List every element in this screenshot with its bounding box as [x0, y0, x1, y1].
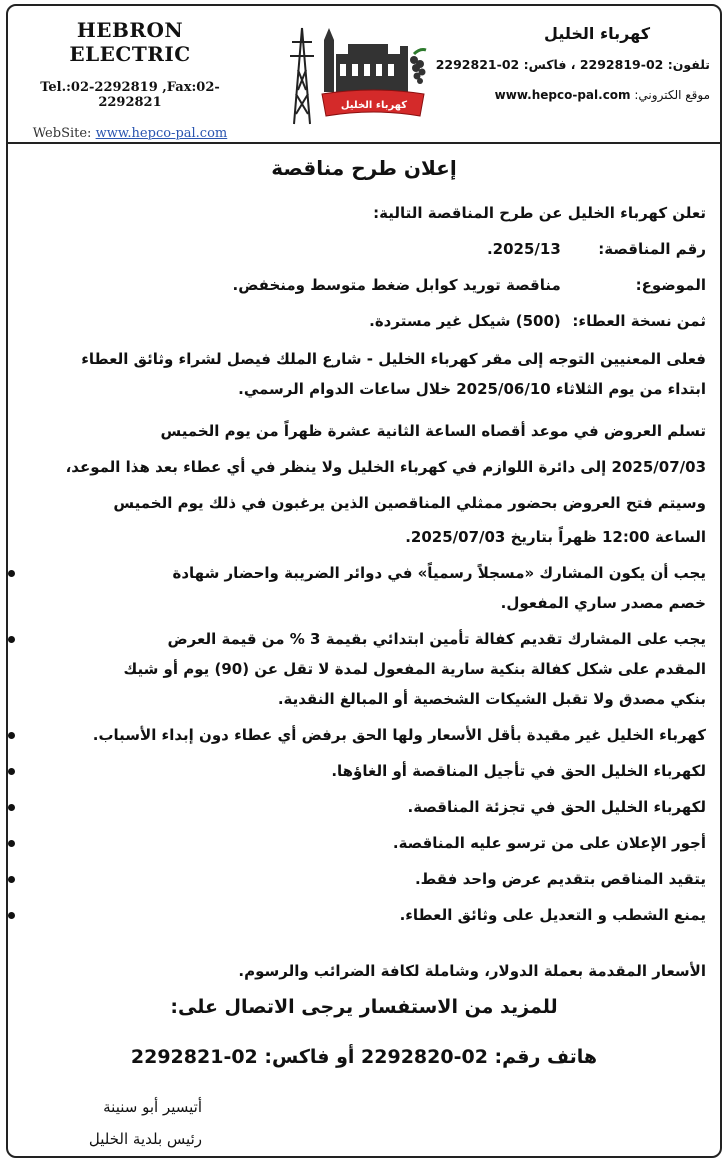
submission-paragraph-line-1: تسلم العروض في موعد أقصاه الساعة الثانية عشرة ظهراً من يوم الخميس [160, 422, 706, 440]
price-row [16, 306, 706, 336]
bullet-dot [8, 876, 15, 883]
tender-number-value: 2025/13. [486, 240, 561, 258]
condition-line: بنكي مصدق ولا تقبل الشيكات الشخصية أو المبالغ النقدية. [277, 690, 706, 708]
condition-line: أجور الإعلان على من ترسو عليه المناقصة. [392, 834, 706, 852]
condition-item [6, 720, 706, 750]
contact-phone-fax: هاتف رقم: 02-2292820 أو فاكس: 02-2292821 [130, 1046, 598, 1068]
condition-line: المقدم على شكل كفالة بنكية سارية المفعول لمدة لا تقل عن (90) يوم أو شيك [123, 660, 706, 678]
company-name-en: HEBRON ELECTRIC [69, 18, 191, 66]
company-name-ar: كهرباء الخليل [544, 24, 650, 43]
condition-item [6, 864, 706, 894]
condition-item [6, 756, 706, 786]
submission-paragraph-line-4: الساعة 12:00 ظهراً بتاريخ 2025/07/03. [405, 528, 706, 546]
tender-notice [6, 4, 722, 1158]
website-ar-line [470, 88, 710, 102]
signer-name: أتيسير أبو سنينة [103, 1098, 202, 1116]
signer-title: رئيس بلدية الخليل [88, 1130, 202, 1148]
bullet-dot [8, 768, 15, 775]
building-icon [324, 28, 408, 92]
grapes-icon [410, 56, 426, 84]
prices-note: الأسعار المقدمة بعملة الدولار، وشاملة لكافة الضرائب والرسوم. [238, 962, 706, 980]
bullet-dot [8, 570, 15, 577]
condition-line: كهرباء الخليل غير مقيدة بأقل الأسعار ولها الحق برفض أي عطاء دون إبداء الأسباب. [92, 726, 706, 744]
condition-item [6, 828, 706, 858]
notice-body [8, 148, 720, 180]
website-link-en[interactable]: www.hepco-pal.com [95, 126, 228, 141]
condition-item [6, 900, 706, 930]
letterhead [8, 6, 720, 141]
condition-item [6, 558, 706, 618]
condition-item [6, 624, 706, 714]
subject-value: مناقصة توريد كوابل ضغط متوسط ومنخفض. [232, 276, 561, 294]
bullet-dot [8, 732, 15, 739]
conditions-list [6, 558, 706, 936]
header-divider [8, 142, 720, 144]
notice-intro: تعلن كهرباء الخليل عن طرح المناقصة التالية: [373, 204, 706, 222]
bullet-dot [8, 804, 15, 811]
website-link-ar[interactable]: www.hepco-pal.com [494, 88, 631, 102]
subject-label: الموضوع: [635, 276, 706, 294]
notice-title: إعلان طرح مناقصة [271, 156, 457, 180]
power-tower-icon [290, 28, 314, 124]
website-en-line [20, 126, 240, 141]
letterhead-arabic [435, 24, 710, 102]
price-value: (500) شيكل غير مستردة. [369, 312, 561, 330]
purchase-paragraph-line-2: ابتداء من يوم الثلاثاء 2025/06/10 خلال ساعات الدوام الرسمي. [238, 380, 706, 398]
inquiry-title: للمزيد من الاستفسار يرجى الاتصال على: [170, 996, 558, 1018]
condition-line: خصم مصدر ساري المفعول. [500, 594, 706, 612]
condition-line: لكهرباء الخليل الحق في تجزئة المناقصة. [407, 798, 706, 816]
price-label: ثمن نسخة العطاء: [572, 312, 706, 330]
website-label-en: WebSite: [32, 126, 92, 141]
hebron-electric-logo [288, 20, 428, 130]
website-label-ar: موقع الكتروني: [634, 88, 710, 102]
tel-fax-en: Tel.:02-2292819 ,Fax:02-2292821 [40, 80, 220, 110]
submission-paragraph-line-3: وسيتم فتح العروض بحضور ممثلي المناقصين الذين يرغبون في ذلك يوم الخميس [113, 494, 706, 512]
bullet-dot [8, 840, 15, 847]
purchase-paragraph-line-1: فعلى المعنيين التوجه إلى مقر كهرباء الخليل - شارع الملك فيصل لشراء وثائق العطاء [81, 350, 706, 368]
subject-row [16, 270, 706, 300]
tender-number-row [16, 234, 706, 264]
logo-banner-text: كهرباء الخليل [340, 100, 408, 111]
condition-line: يمنع الشطب و التعديل على وثائق العطاء. [399, 906, 706, 924]
submission-paragraph-line-2: 2025/07/03 إلى دائرة اللوازم في كهرباء الخليل ولا ينظر في أي عطاء بعد هذا الموعد، [65, 458, 706, 476]
bullet-dot [8, 912, 15, 919]
condition-line: يجب أن يكون المشارك «مسجلاً رسمياً» في دوائر الضريبة واحضار شهادة [172, 564, 706, 582]
condition-line: يتقيد المناقص بتقديم عرض واحد فقط. [414, 870, 706, 888]
bullet-dot [8, 636, 15, 643]
condition-line: لكهرباء الخليل الحق في تأجيل المناقصة أو الغاؤها. [331, 762, 706, 780]
tel-fax-ar: تلفون: 02-2292819 ، فاكس: 02-2292821 [435, 57, 710, 72]
letterhead-english [20, 18, 240, 141]
condition-line: يجب على المشارك تقديم كفالة تأمين ابتدائي بقيمة 3 % من قيمة العرض [167, 630, 706, 648]
condition-item [6, 792, 706, 822]
tender-number-label: رقم المناقصة: [598, 240, 706, 258]
